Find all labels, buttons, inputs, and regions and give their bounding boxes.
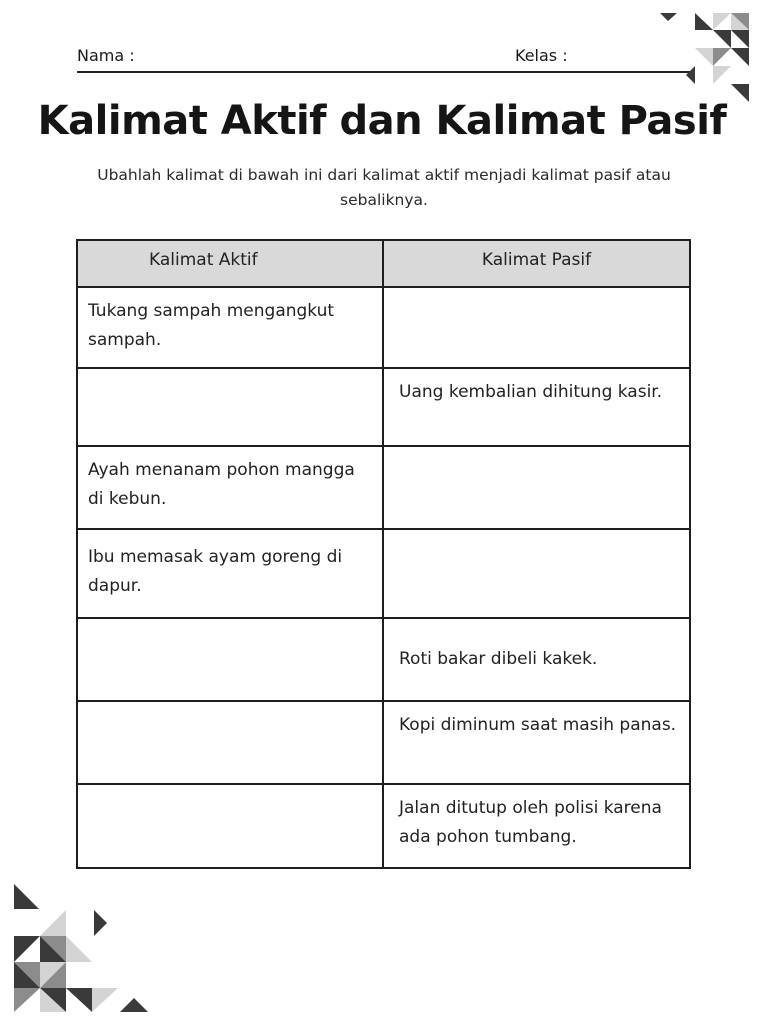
answer-cell-pasif[interactable] (383, 529, 690, 618)
answer-cell-aktif[interactable] (77, 784, 383, 868)
triangle-shape (14, 884, 39, 909)
top-right-triangle-pattern (655, 8, 760, 103)
table-row (77, 701, 690, 784)
answer-cell-aktif[interactable] (77, 368, 383, 446)
triangle-shape (94, 910, 107, 936)
triangle-shape (713, 66, 731, 84)
column-header-pasif-label: Kalimat Pasif (481, 250, 592, 270)
triangle-shape (713, 30, 731, 48)
triangle-shape (14, 936, 40, 962)
cell-aktif: Ayah menanam pohon mangga di kebun. (77, 446, 383, 529)
answer-cell-pasif[interactable] (383, 287, 690, 368)
table-row (77, 529, 690, 618)
cell-pasif: Kopi diminum saat masih panas. (383, 701, 690, 784)
answer-cell-pasif[interactable] (383, 446, 690, 529)
triangle-shape (66, 936, 92, 962)
answer-cell-aktif[interactable] (77, 701, 383, 784)
instruction-text: Ubahlah kalimat di bawah ini dari kalimat aktif menjadi kalimat pasif atau sebaliknya. (97, 166, 671, 209)
table-header-row (77, 240, 690, 287)
triangle-shape (686, 66, 695, 84)
triangle-shape (731, 84, 749, 102)
triangle-shape (40, 910, 66, 936)
bottom-left-triangle-pattern (10, 880, 150, 1014)
cell-pasif: Jalan ditutup oleh polisi karena ada pohon tumbang. (383, 784, 690, 868)
triangle-shape (92, 988, 118, 1012)
name-field-label: Nama : (77, 46, 135, 65)
triangle-shape (695, 48, 713, 66)
answer-cell-aktif[interactable] (77, 618, 383, 701)
cell-aktif: Tukang sampah mengangkut sampah. (77, 287, 383, 368)
exercise-table (76, 239, 691, 869)
table-row (77, 618, 690, 701)
cell-pasif: Uang kembalian dihitung kasir. (383, 368, 690, 446)
triangle-shape (713, 48, 731, 66)
column-header-aktif-label: Kalimat Aktif (149, 250, 258, 270)
cell-aktif: Ibu memasak ayam goreng di dapur. (77, 529, 383, 618)
class-field-label: Kelas : (515, 46, 568, 65)
worksheet-title: Kalimat Aktif dan Kalimat Pasif (37, 98, 727, 144)
triangle-shape (713, 13, 731, 30)
triangle-shape (731, 48, 749, 66)
table-row (77, 784, 690, 868)
triangle-shape (66, 988, 92, 1012)
table-row (77, 287, 690, 368)
table-row (77, 446, 690, 529)
cell-pasif: Roti bakar dibeli kakek. (383, 618, 690, 701)
column-header-pasif (383, 240, 690, 287)
triangle-shape (731, 30, 749, 48)
header-writing-line[interactable] (77, 71, 690, 73)
triangle-shape (14, 988, 40, 1012)
table-row (77, 368, 690, 446)
triangle-shape (695, 13, 713, 30)
triangle-shape (120, 998, 148, 1012)
triangle-shape (660, 13, 677, 21)
column-header-aktif (77, 240, 383, 287)
